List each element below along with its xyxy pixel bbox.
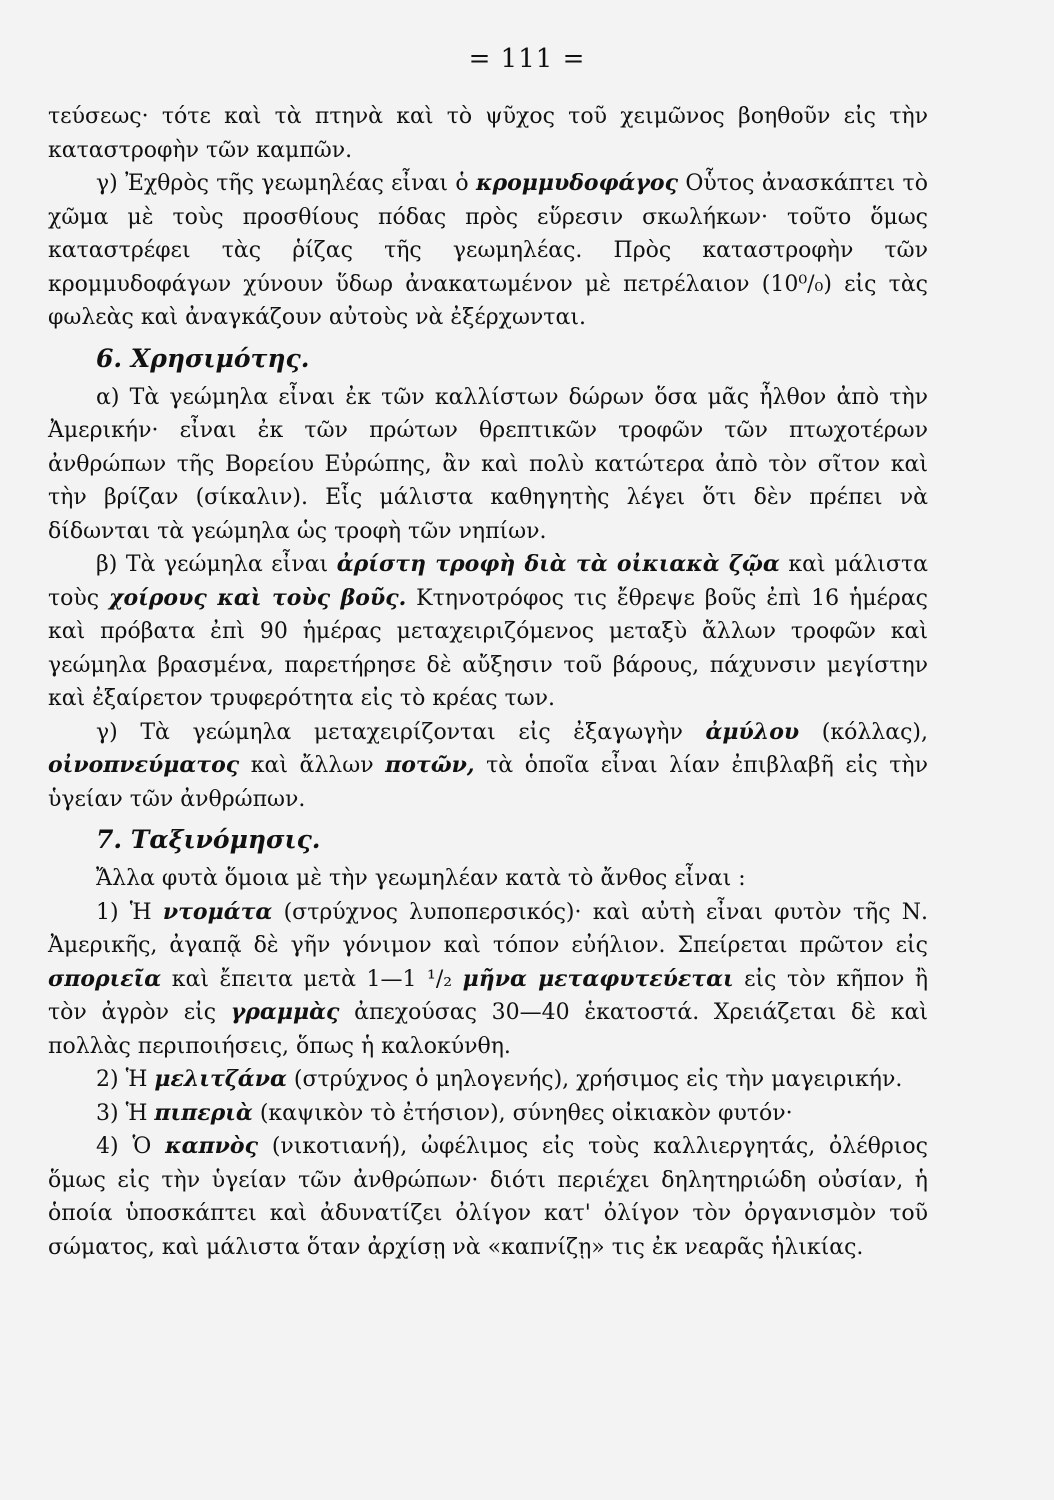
paragraph: γ) Τὰ γεώμηλα μεταχειρίζονται εἰς ἐξαγωγὴν ἀμύλου (κόλλας), οἰνοπνεύματος καὶ ἄλλων ποτῶν, τὰ ὁποῖα εἶναι λίαν ἐπιβλαβῆ εἰς τὴν ὑγείαν τῶν ἀνθρώπων. bbox=[48, 718, 928, 812]
page-number: = 111 = bbox=[468, 44, 586, 74]
paragraph: γ) Ἐχθρὸς τῆς γεωμηλέας εἶναι ὁ κρομμυδοφάγος Οὗτος ἀνασκάπτει τὸ χῶμα μὲ τοὺς προσθίους πόδας πρὸς εὕρεσιν σκωλήκων· τοῦτο ὅμως καταστρέφει τὰς ῥίζας τῆς γεωμηλέας. Πρὸς καταστροφὴν τῶν κρομμυδοφάγων χύνουν ὕδωρ ἀνακατωμένον μὲ πετρέλαιον (10⁰/₀) εἰς τὰς φωλεὰς καὶ ἀναγκάζουν αὐτοὺς νὰ ἐξέρχωνται. bbox=[48, 170, 928, 330]
section-heading-6: 6. Χρησιμότης. bbox=[96, 343, 310, 373]
paragraph: α) Τὰ γεώμηλα εἶναι ἐκ τῶν καλλίστων δώρων ὅσα μᾶς ἦλθον ἀπὸ τὴν Ἀμερικήν· εἶναι ἐκ τῶν πρώτων θρεπτικῶν τροφῶν τῶν πτωχοτέρων ἀνθρώπων τῆς Βορείου Εὐρώπης, ἂν καὶ πολὺ κατώτερα ἀπὸ τὸν σῖτον καὶ τὴν βρίζαν (σίκαλιν). Εἷς μάλιστα καθηγητὴς λέγει ὅτι δὲν πρέπει νὰ δίδωνται τὰ γεώμηλα ὡς τροφὴ τῶν νηπίων. bbox=[48, 384, 928, 544]
paragraph: 3) Ἡ πιπεριὰ (καψικὸν τὸ ἐτήσιον), σύνηθες οἰκιακὸν φυτόν· bbox=[96, 1099, 793, 1126]
section-heading-7: 7. Ταξινόμησις. bbox=[96, 825, 321, 854]
paragraph: β) Τὰ γεώμηλα εἶναι ἀρίστη τροφὴ διὰ τὰ οἰκιακὰ ζῷα καὶ μάλιστα τοὺς χοίρους καὶ τοὺς βοῦς. Κτηνοτρόφος τις ἔθρεψε βοῦς ἐπὶ 16 ἡμέρας καὶ πρόβατα ἐπὶ 90 ἡμέρας μεταχειριζόμενος μεταξὺ ἄλλων τροφῶν καὶ γεώμηλα βρασμένα, παρετήρησε δὲ αὔξησιν τοῦ βάρους, πάχυνσιν μεγίστην καὶ ἐξαίρετον τρυφερότητα εἰς τὸ κρέας των. bbox=[48, 551, 928, 711]
paragraph: Ἄλλα φυτὰ ὅμοια μὲ τὴν γεωμηλέαν κατὰ τὸ ἄνθος εἶναι : bbox=[96, 866, 746, 891]
paragraph: τεύσεως· τότε καὶ τὰ πτηνὰ καὶ τὸ ψῦχος τοῦ χειμῶνος βοηθοῦν εἰς τὴν καταστροφὴν τῶν καμπῶν. bbox=[48, 104, 928, 163]
paragraph: 4) Ὁ καπνὸς (νικοτιανή), ὠφέλιμος εἰς τοὺς καλλιεργητάς, ὀλέθριος ὅμως εἰς τὴν ὑγείαν τῶν ἀνθρώπων· διότι περιέχει δηλητηριώδη οὐσίαν, ἡ ὁποία ὑποσκάπτει καὶ ἀδυνατίζει ὀλίγον κατ' ὀλίγον τὸν ὀργανισμὸν τοῦ σώματος, καὶ μάλιστα ὅταν ἀρχίσῃ νὰ «καπνίζῃ» τις ἐκ νεαρᾶς ἡλικίας. bbox=[48, 1133, 928, 1260]
paragraph: 1) Ἡ ντομάτα (στρύχνος λυποπερσικός)· καὶ αὐτὴ εἶναι φυτὸν τῆς Ν. Ἀμερικῆς, ἀγαπᾷ δὲ γῆν γόνιμον καὶ τόπον εὐήλιον. Σπείρεται πρῶτον εἰς σποριεῖα καὶ ἔπειτα μετὰ 1—1 ¹/₂ μῆνα μεταφυτεύεται εἰς τὸν κῆπον ἢ τὸν ἀγρὸν εἰς γραμμὰς ἀπεχούσας 30—40 ἑκατοστά. Χρειάζεται δὲ καὶ πολλὰς περιποιήσεις, ὅπως ἡ καλοκύνθη. bbox=[48, 898, 929, 1059]
paragraph: 2) Ἡ μελιτζάνα (στρύχνος ὁ μηλογενής), χρήσιμος εἰς τὴν μαγειρικήν. bbox=[96, 1066, 903, 1092]
page-body bbox=[48, 100, 928, 1264]
